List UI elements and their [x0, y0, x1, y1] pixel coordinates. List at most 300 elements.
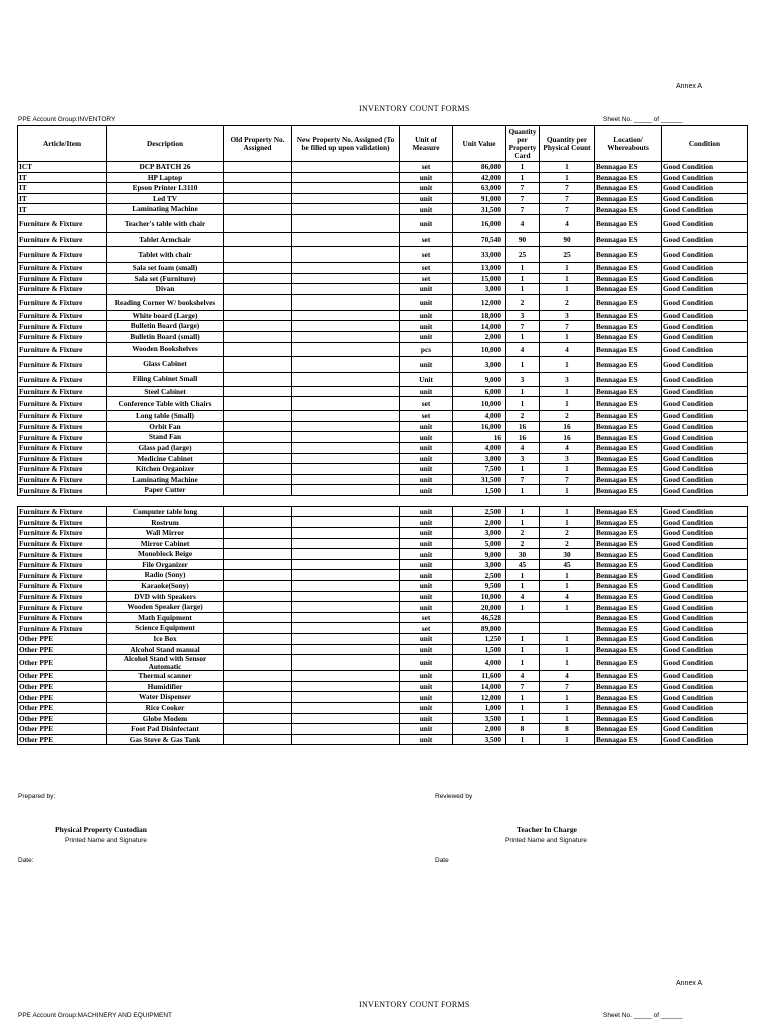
- cell-unit-value: 3,500: [453, 713, 506, 724]
- teacher-block: [517, 825, 577, 834]
- cell-qty-card: 2: [506, 294, 540, 310]
- cell-new-property-no: [292, 411, 400, 422]
- cell-condition: Good Condition: [662, 321, 748, 332]
- cell-location: Bennagao ES: [595, 162, 662, 173]
- cell-article: [18, 495, 107, 506]
- table-row: [18, 453, 748, 464]
- cell-old-property-no: [224, 506, 292, 517]
- cell-qty-count: 90: [540, 232, 595, 246]
- cell-unit-value: 3,500: [453, 734, 506, 745]
- table-row: [18, 602, 748, 613]
- cell-qty-count: [540, 623, 595, 634]
- cell-unit-value: 12,000: [453, 692, 506, 703]
- cell-condition: [662, 495, 748, 506]
- table-row: [18, 549, 748, 560]
- cell-article: Furniture & Fixture: [18, 432, 107, 443]
- cell-unit-value: 3,000: [453, 284, 506, 295]
- cell-qty-card: 4: [506, 591, 540, 602]
- cell-location: Bennagao ES: [595, 273, 662, 284]
- cell-condition: Good Condition: [662, 623, 748, 634]
- form-title: INVENTORY COUNT FORMS: [359, 104, 470, 113]
- custodian-subtitle: Printed Name and Signature: [65, 837, 148, 844]
- cell-condition: Good Condition: [662, 724, 748, 735]
- cell-qty-card: 1: [506, 517, 540, 528]
- cell-qty-card: 3: [506, 453, 540, 464]
- cell-condition: Good Condition: [662, 538, 748, 549]
- form-title-2: INVENTORY COUNT FORMS: [359, 1000, 470, 1009]
- cell-qty-card: 4: [506, 342, 540, 356]
- cell-new-property-no: [292, 214, 400, 232]
- cell-article: Furniture & Fixture: [18, 538, 107, 549]
- cell-description: Long table (Small): [107, 411, 224, 422]
- cell-unit: unit: [400, 432, 453, 443]
- cell-unit: [400, 495, 453, 506]
- cell-new-property-no: [292, 644, 400, 655]
- cell-qty-card: 45: [506, 559, 540, 570]
- table-row: [18, 474, 748, 485]
- cell-old-property-no: [224, 421, 292, 432]
- table-row: [18, 273, 748, 284]
- cell-old-property-no: [224, 453, 292, 464]
- cell-qty-card: 7: [506, 183, 540, 194]
- teacher-title: Teacher In Charge: [517, 825, 577, 834]
- table-row: [18, 634, 748, 645]
- cell-condition: Good Condition: [662, 464, 748, 475]
- cell-new-property-no: [292, 713, 400, 724]
- cell-qty-card: 4: [506, 671, 540, 682]
- cell-description: Math Equipment: [107, 612, 224, 623]
- header-old-property-no: Old Property No. Assigned: [224, 126, 292, 162]
- cell-old-property-no: [224, 262, 292, 273]
- cell-qty-count: 1: [540, 517, 595, 528]
- table-row: [18, 702, 748, 713]
- cell-unit: unit: [400, 474, 453, 485]
- cell-description: Reading Corner W/ bookshelves: [107, 294, 224, 310]
- table-row: [18, 232, 748, 246]
- cell-old-property-no: [224, 655, 292, 671]
- cell-old-property-no: [224, 602, 292, 613]
- custodian-block: [55, 825, 147, 834]
- cell-description: Gas Stove & Gas Tank: [107, 734, 224, 745]
- cell-old-property-no: [224, 570, 292, 581]
- cell-article: Other PPE: [18, 713, 107, 724]
- cell-description: Orbit Fan: [107, 421, 224, 432]
- cell-old-property-no: [224, 162, 292, 173]
- table-row: [18, 570, 748, 581]
- cell-location: Bennagao ES: [595, 342, 662, 356]
- cell-unit: unit: [400, 644, 453, 655]
- cell-old-property-no: [224, 634, 292, 645]
- cell-location: Bennagao ES: [595, 232, 662, 246]
- cell-qty-count: 1: [540, 734, 595, 745]
- cell-new-property-no: [292, 528, 400, 539]
- cell-old-property-no: [224, 246, 292, 262]
- cell-qty-count: 3: [540, 372, 595, 386]
- cell-old-property-no: [224, 331, 292, 342]
- cell-qty-card: 3: [506, 310, 540, 321]
- cell-unit: unit: [400, 331, 453, 342]
- cell-new-property-no: [292, 634, 400, 645]
- cell-condition: Good Condition: [662, 474, 748, 485]
- cell-article: Other PPE: [18, 681, 107, 692]
- cell-description: Kitchen Organizer: [107, 464, 224, 475]
- annex-label: Annex A: [676, 83, 703, 90]
- cell-condition: Good Condition: [662, 549, 748, 560]
- sheet-number: Sheet No. _____ of ______: [603, 116, 683, 123]
- cell-qty-card: 1: [506, 172, 540, 183]
- cell-qty-count: 1: [540, 655, 595, 671]
- cell-article: Furniture & Fixture: [18, 421, 107, 432]
- cell-condition: Good Condition: [662, 681, 748, 692]
- table-row: [18, 506, 748, 517]
- cell-old-property-no: [224, 671, 292, 682]
- cell-article: IT: [18, 204, 107, 215]
- cell-location: Bennagao ES: [595, 411, 662, 422]
- cell-condition: Good Condition: [662, 411, 748, 422]
- cell-new-property-no: [292, 549, 400, 560]
- cell-condition: Good Condition: [662, 310, 748, 321]
- cell-description: Humidifier: [107, 681, 224, 692]
- cell-qty-count: 1: [540, 397, 595, 411]
- cell-unit-value: 1,500: [453, 485, 506, 496]
- cell-new-property-no: [292, 734, 400, 745]
- cell-unit: unit: [400, 581, 453, 592]
- cell-description: Sala set foam (small): [107, 262, 224, 273]
- cell-qty-count: 1: [540, 506, 595, 517]
- cell-qty-card: 1: [506, 570, 540, 581]
- cell-new-property-no: [292, 453, 400, 464]
- cell-article: Furniture & Fixture: [18, 581, 107, 592]
- cell-qty-card: 7: [506, 193, 540, 204]
- cell-unit: unit: [400, 692, 453, 703]
- cell-description: Conference Table with Chairs: [107, 397, 224, 411]
- prepared-by-label: Prepared by:: [18, 793, 56, 800]
- cell-location: Bennagao ES: [595, 356, 662, 372]
- cell-description: Wall Mirror: [107, 528, 224, 539]
- table-row: [18, 262, 748, 273]
- cell-qty-card: 1: [506, 692, 540, 703]
- cell-location: Bennagao ES: [595, 655, 662, 671]
- cell-condition: Good Condition: [662, 386, 748, 397]
- cell-location: Bennagao ES: [595, 644, 662, 655]
- cell-location: Bennagao ES: [595, 671, 662, 682]
- cell-unit: set: [400, 246, 453, 262]
- cell-old-property-no: [224, 528, 292, 539]
- cell-qty-count: 7: [540, 204, 595, 215]
- cell-location: Bennagao ES: [595, 294, 662, 310]
- cell-qty-card: 7: [506, 474, 540, 485]
- cell-description: HP Laptop: [107, 172, 224, 183]
- cell-old-property-no: [224, 356, 292, 372]
- cell-location: Bennagao ES: [595, 421, 662, 432]
- cell-condition: Good Condition: [662, 162, 748, 173]
- cell-new-property-no: [292, 356, 400, 372]
- cell-unit: pcs: [400, 342, 453, 356]
- cell-unit-value: 31,500: [453, 474, 506, 485]
- cell-qty-count: 4: [540, 442, 595, 453]
- custodian-title: Physical Property Custodian: [55, 825, 147, 834]
- table-row: [18, 559, 748, 570]
- cell-condition: Good Condition: [662, 172, 748, 183]
- cell-location: Bennagao ES: [595, 506, 662, 517]
- cell-condition: Good Condition: [662, 372, 748, 386]
- cell-new-property-no: [292, 559, 400, 570]
- table-row: [18, 432, 748, 443]
- header-unit-value: Unit Value: [453, 126, 506, 162]
- account-group: PPE Account Group:INVENTORY: [18, 116, 116, 123]
- table-row: [18, 294, 748, 310]
- cell-old-property-no: [224, 214, 292, 232]
- cell-location: Bennagao ES: [595, 183, 662, 194]
- cell-unit: unit: [400, 214, 453, 232]
- cell-unit: unit: [400, 421, 453, 432]
- cell-unit-value: 14,000: [453, 321, 506, 332]
- cell-qty-count: 16: [540, 432, 595, 443]
- cell-unit: unit: [400, 517, 453, 528]
- sheet-number-2: Sheet No. _____ of ______: [603, 1012, 683, 1019]
- cell-qty-count: 1: [540, 386, 595, 397]
- cell-unit-value: 46,528: [453, 612, 506, 623]
- cell-unit-value: 2,000: [453, 517, 506, 528]
- cell-description: Karaoke(Sony): [107, 581, 224, 592]
- cell-qty-card: 7: [506, 321, 540, 332]
- cell-unit-value: 2,000: [453, 331, 506, 342]
- cell-description: Stand Fan: [107, 432, 224, 443]
- cell-article: Furniture & Fixture: [18, 528, 107, 539]
- cell-new-property-no: [292, 681, 400, 692]
- cell-old-property-no: [224, 612, 292, 623]
- cell-old-property-no: [224, 464, 292, 475]
- cell-article: ICT: [18, 162, 107, 173]
- cell-article: Furniture & Fixture: [18, 294, 107, 310]
- cell-unit-value: 10,000: [453, 591, 506, 602]
- cell-unit-value: 2,000: [453, 724, 506, 735]
- cell-qty-count: 1: [540, 692, 595, 703]
- cell-condition: Good Condition: [662, 246, 748, 262]
- cell-unit-value: 9,500: [453, 581, 506, 592]
- cell-article: Furniture & Fixture: [18, 485, 107, 496]
- cell-qty-card: 16: [506, 421, 540, 432]
- cell-new-property-no: [292, 623, 400, 634]
- cell-location: Bennagao ES: [595, 310, 662, 321]
- cell-qty-count: 7: [540, 681, 595, 692]
- cell-new-property-no: [292, 342, 400, 356]
- cell-unit: set: [400, 623, 453, 634]
- cell-qty-card: [506, 623, 540, 634]
- cell-article: Other PPE: [18, 655, 107, 671]
- cell-qty-count: 2: [540, 538, 595, 549]
- account-group-2: PPE Account Group:MACHINERY AND EQUIPMENT: [18, 1012, 173, 1019]
- cell-location: Bennagao ES: [595, 372, 662, 386]
- cell-qty-card: 1: [506, 734, 540, 745]
- cell-condition: Good Condition: [662, 356, 748, 372]
- cell-description: Sala set (Furniture): [107, 273, 224, 284]
- cell-location: Bennagao ES: [595, 724, 662, 735]
- header-new-property-no: New Property No. Assigned (To be filled up upon validation): [292, 126, 400, 162]
- cell-article: Furniture & Fixture: [18, 549, 107, 560]
- cell-qty-card: 1: [506, 634, 540, 645]
- cell-unit-value: 13,000: [453, 262, 506, 273]
- cell-location: Bennagao ES: [595, 474, 662, 485]
- cell-qty-card: 1: [506, 485, 540, 496]
- cell-article: Furniture & Fixture: [18, 386, 107, 397]
- header-description: Description: [107, 126, 224, 162]
- cell-unit: unit: [400, 204, 453, 215]
- cell-qty-count: 4: [540, 214, 595, 232]
- cell-qty-card: 7: [506, 204, 540, 215]
- cell-description: Thermal scanner: [107, 671, 224, 682]
- inventory-table: [17, 125, 748, 745]
- cell-article: Furniture & Fixture: [18, 310, 107, 321]
- cell-condition: Good Condition: [662, 506, 748, 517]
- cell-article: Furniture & Fixture: [18, 517, 107, 528]
- cell-location: Bennagao ES: [595, 321, 662, 332]
- table-row: [18, 681, 748, 692]
- table-row: [18, 204, 748, 215]
- cell-new-property-no: [292, 671, 400, 682]
- table-row: [18, 591, 748, 602]
- table-row: [18, 321, 748, 332]
- cell-unit-value: 9,000: [453, 549, 506, 560]
- cell-unit: set: [400, 273, 453, 284]
- header-qty-physical-count: Quantity per Physical Count: [540, 126, 595, 162]
- cell-unit-value: 2,500: [453, 506, 506, 517]
- cell-qty-card: [506, 612, 540, 623]
- cell-location: Bennagao ES: [595, 262, 662, 273]
- cell-location: Bennagao ES: [595, 602, 662, 613]
- table-row: [18, 172, 748, 183]
- cell-qty-card: 2: [506, 528, 540, 539]
- cell-location: Bennagao ES: [595, 692, 662, 703]
- cell-article: IT: [18, 183, 107, 194]
- cell-qty-count: 1: [540, 356, 595, 372]
- cell-qty-card: 1: [506, 655, 540, 671]
- cell-new-property-no: [292, 262, 400, 273]
- cell-description: Epson Printer L3110: [107, 183, 224, 194]
- cell-condition: Good Condition: [662, 183, 748, 194]
- cell-article: Furniture & Fixture: [18, 331, 107, 342]
- cell-unit-value: 3,000: [453, 528, 506, 539]
- cell-description: Computer table long: [107, 506, 224, 517]
- cell-new-property-no: [292, 294, 400, 310]
- cell-unit-value: 10,000: [453, 342, 506, 356]
- cell-qty-count: 2: [540, 294, 595, 310]
- cell-new-property-no: [292, 372, 400, 386]
- table-row: [18, 644, 748, 655]
- cell-location: Bennagao ES: [595, 623, 662, 634]
- cell-unit-value: 6,000: [453, 386, 506, 397]
- cell-qty-count: 7: [540, 474, 595, 485]
- cell-condition: Good Condition: [662, 692, 748, 703]
- cell-qty-count: 1: [540, 602, 595, 613]
- cell-unit: Unit: [400, 372, 453, 386]
- table-row: [18, 671, 748, 682]
- cell-unit: unit: [400, 506, 453, 517]
- cell-unit-value: [453, 495, 506, 506]
- cell-new-property-no: [292, 464, 400, 475]
- cell-new-property-no: [292, 193, 400, 204]
- table-row: [18, 214, 748, 232]
- cell-new-property-no: [292, 538, 400, 549]
- cell-unit-value: 4,000: [453, 442, 506, 453]
- cell-qty-card: [506, 495, 540, 506]
- cell-condition: Good Condition: [662, 655, 748, 671]
- cell-qty-card: 16: [506, 432, 540, 443]
- header-article: Article/Item: [18, 126, 107, 162]
- cell-qty-card: 1: [506, 356, 540, 372]
- cell-article: Furniture & Fixture: [18, 411, 107, 422]
- cell-article: Furniture & Fixture: [18, 372, 107, 386]
- cell-unit: unit: [400, 528, 453, 539]
- cell-unit-value: 33,000: [453, 246, 506, 262]
- cell-old-property-no: [224, 386, 292, 397]
- cell-qty-count: 1: [540, 262, 595, 273]
- cell-qty-count: 4: [540, 342, 595, 356]
- cell-article: Other PPE: [18, 692, 107, 703]
- cell-condition: Good Condition: [662, 559, 748, 570]
- cell-condition: Good Condition: [662, 528, 748, 539]
- cell-old-property-no: [224, 702, 292, 713]
- cell-unit-value: 4,000: [453, 655, 506, 671]
- cell-unit: unit: [400, 183, 453, 194]
- cell-unit: unit: [400, 453, 453, 464]
- cell-old-property-no: [224, 713, 292, 724]
- cell-new-property-no: [292, 591, 400, 602]
- cell-old-property-no: [224, 644, 292, 655]
- cell-unit: set: [400, 411, 453, 422]
- cell-qty-count: 1: [540, 644, 595, 655]
- cell-location: Bennagao ES: [595, 681, 662, 692]
- cell-new-property-no: [292, 331, 400, 342]
- table-row: [18, 734, 748, 745]
- cell-unit: unit: [400, 702, 453, 713]
- cell-description: Bulletin Board (large): [107, 321, 224, 332]
- table-row: [18, 612, 748, 623]
- table-row: [18, 372, 748, 386]
- cell-location: Bennagao ES: [595, 538, 662, 549]
- cell-location: Bennagao ES: [595, 485, 662, 496]
- cell-unit-value: 18,000: [453, 310, 506, 321]
- cell-qty-count: 1: [540, 581, 595, 592]
- header-location: Location/ Whereabouts: [595, 126, 662, 162]
- cell-unit: unit: [400, 671, 453, 682]
- cell-unit-value: 16: [453, 432, 506, 443]
- cell-condition: Good Condition: [662, 612, 748, 623]
- cell-unit: set: [400, 162, 453, 173]
- cell-unit: unit: [400, 485, 453, 496]
- cell-old-property-no: [224, 183, 292, 194]
- cell-condition: Good Condition: [662, 485, 748, 496]
- cell-article: Other PPE: [18, 644, 107, 655]
- cell-qty-count: 1: [540, 485, 595, 496]
- cell-location: Bennagao ES: [595, 386, 662, 397]
- cell-qty-card: 1: [506, 262, 540, 273]
- header-row: [18, 126, 748, 162]
- cell-old-property-no: [224, 549, 292, 560]
- cell-new-property-no: [292, 442, 400, 453]
- cell-condition: Good Condition: [662, 294, 748, 310]
- cell-unit: unit: [400, 464, 453, 475]
- cell-unit-value: 86,080: [453, 162, 506, 173]
- table-row: [18, 342, 748, 356]
- cell-location: Bennagao ES: [595, 713, 662, 724]
- cell-old-property-no: [224, 432, 292, 443]
- cell-new-property-no: [292, 602, 400, 613]
- cell-description: Foot Pad Disinfectant: [107, 724, 224, 735]
- cell-unit: unit: [400, 356, 453, 372]
- cell-description: Alcohol Stand manual: [107, 644, 224, 655]
- cell-new-property-no: [292, 474, 400, 485]
